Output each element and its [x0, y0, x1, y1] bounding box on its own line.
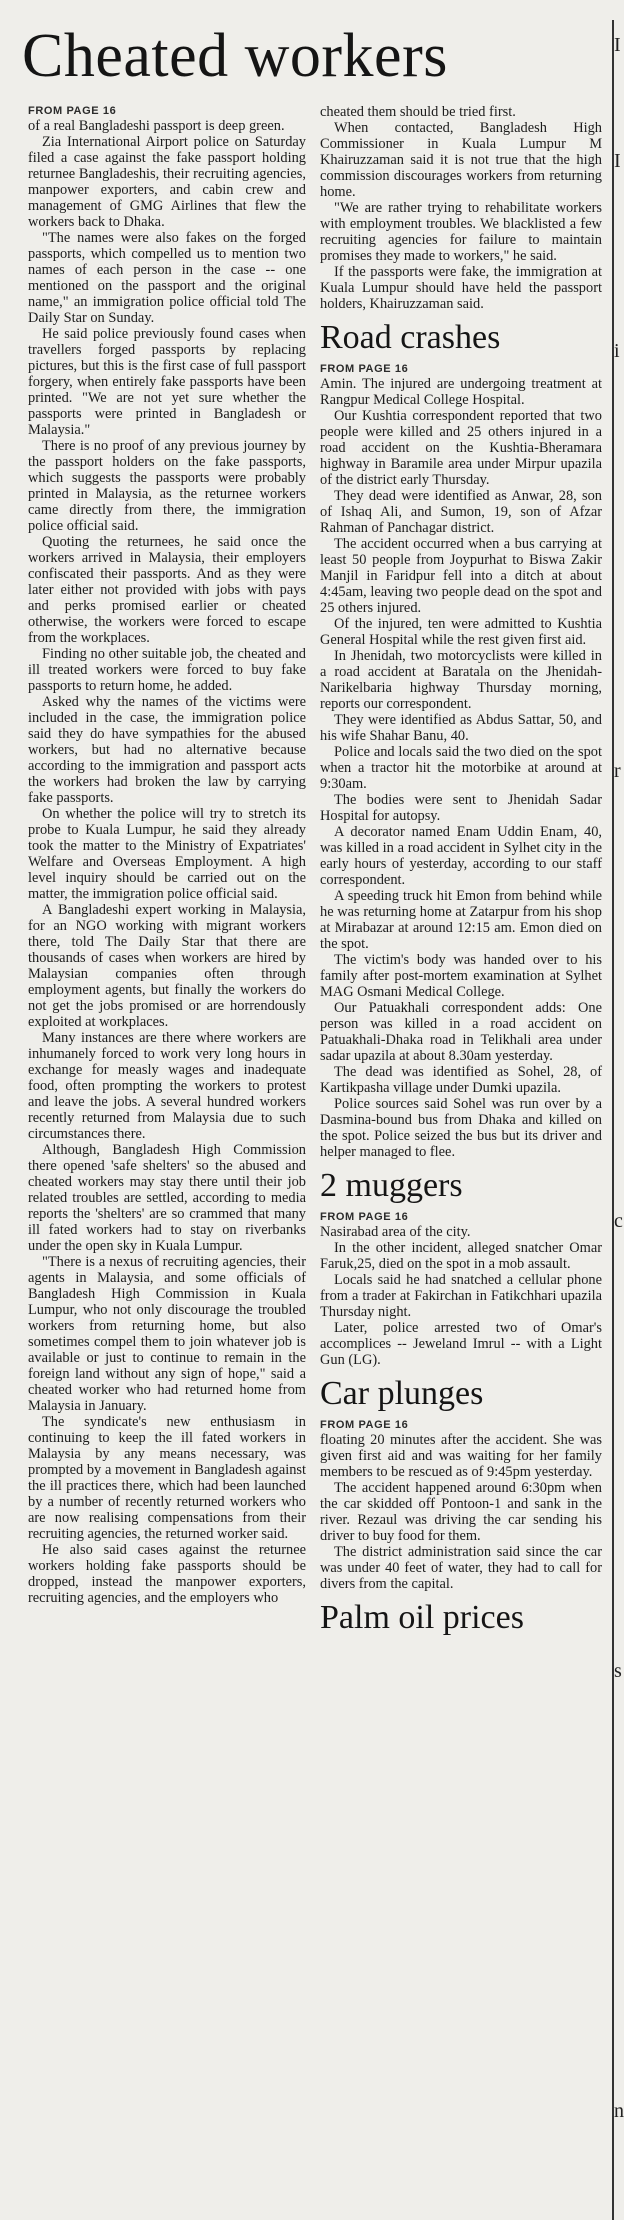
story-paragraph: cheated them should be tried first.: [320, 104, 516, 120]
edge-mark: I: [614, 34, 621, 56]
story-paragraph: The accident happened around 6:30pm when the car skidded off Pontoon-1 and sank in the river. Rezaul was driving the car sending his driver to buy food for them.: [320, 1480, 602, 1544]
story-paragraph: Quoting the returnees, he said once the workers arrived in Malaysia, their employers confiscated their passports. And as they were later either not provided with jobs with pays and perks promised earlier or cheated otherwise, the workers were forced to escape from the workplaces.: [28, 534, 306, 646]
story-paragraph: A Bangladeshi expert working in Malaysia, for an NGO working with migrant workers there, told The Daily Star that there are thousands of cases when workers are hired by Malaysian companies often through employment agents, but finally the workers do not get the jobs promised or are horrendously exploited at workplaces.: [28, 902, 306, 1030]
from-page-label: FROM PAGE 16: [320, 1419, 409, 1431]
car-plunges-headline: Car plunges: [320, 1375, 484, 1412]
from-page-label: FROM PAGE 16: [320, 1211, 409, 1223]
story-paragraph: Nasirabad area of the city.: [320, 1224, 471, 1240]
edge-mark: n: [614, 2100, 624, 2122]
story-paragraph: He also said cases against the returnee workers holding fake passports should be dropped, instead the manpower exporters, recruiting agencies, and the employers who: [28, 1542, 306, 1606]
story-paragraph: Zia International Airport police on Saturday filed a case against the fake passport holding returnee Bangladeshis, their recruiting agencies, manpower exporters, and cabin crew and management of GMG Airlines that flew the workers back to Dhaka.: [28, 134, 306, 230]
story-paragraph: In the other incident, alleged snatcher Omar Faruk,25, died on the spot in a mob assault.: [320, 1240, 602, 1272]
story-paragraph: "The names were also fakes on the forged passports, which compelled us to mention two names of each person in the case -- one mentioned on the passport and the original name," an immigration police official told The Daily Star on Sunday.: [28, 230, 306, 326]
story-paragraph: "We are rather trying to rehabilitate workers with employment troubles. We blacklisted a few recruiting agencies for failure to maintain promises they made to workers," he said.: [320, 200, 602, 264]
story-paragraph: floating 20 minutes after the accident. She was given first aid and was waiting for her family members to be rescued as of 9:45pm yesterday.: [320, 1432, 602, 1480]
story-paragraph: Later, police arrested two of Omar's accomplices -- Jeweland Imrul -- with a Light Gun (LG).: [320, 1320, 602, 1368]
story-paragraph: The accident occurred when a bus carrying at least 50 people from Joypurhat to Biswa Zakir Manjil in Faridpur fell into a ditch at about 4:45am, leaving two people dead on the spot and 25 others injured.: [320, 536, 602, 616]
story-paragraph: In Jhenidah, two motorcyclists were killed in a road accident at Baratala on the Jhenidah-Narikelbaria highway Thursday morning, reports our correspondent.: [320, 648, 602, 712]
headline: Cheated workers: [22, 22, 448, 90]
story-paragraph: They were identified as Abdus Sattar, 50, and his wife Shahar Banu, 40.: [320, 712, 602, 744]
story-paragraph: Although, Bangladesh High Commission there opened 'safe shelters' so the abused and cheated workers may stay there until their job related troubles are settled, according to media reports the 'shelters' are so crammed that many ill fated workers had to stay on riverbanks under the open sky in Kuala Lumpur.: [28, 1142, 306, 1254]
story-paragraph: Of the injured, ten were admitted to Kushtia General Hospital while the rest given first aid.: [320, 616, 602, 648]
story-paragraph: The dead was identified as Sohel, 28, of Kartikpasha village under Dumki upazila.: [320, 1064, 602, 1096]
story-paragraph: "There is a nexus of recruiting agencies, their agents in Malaysia, and some officials of Bangladesh High Commission in Kuala Lumpur, who not only discourage the troubled workers from returning home, but also sometimes compel them to join whatever job is available or just to continue to remain in the foreign land without any sign of hope," said a cheated worker who had returned home from Malaysia in January.: [28, 1254, 306, 1414]
story-paragraph: A speeding truck hit Emon from behind while he was returning home at Zatarpur from his shop at Mirabazar at around 12:15 am. Emon died on the spot.: [320, 888, 602, 952]
story-paragraph: Asked why the names of the victims were included in the case, the immigration police said they do have sympathies for the abused workers, but had no alternative because according to the immigration and passport acts the workers had broken the law by carrying fake passports.: [28, 694, 306, 806]
story-paragraph: They dead were identified as Anwar, 28, son of Ishaq Ali, and Sumon, 19, son of Afzar Rahman of Panchagar district.: [320, 488, 602, 536]
road-crashes-headline: Road crashes: [320, 319, 501, 356]
right-column: [320, 104, 602, 1636]
edge-mark: I: [614, 150, 621, 172]
story-paragraph: Police and locals said the two died on the spot when a tractor hit the motorbike at around at 9:30am.: [320, 744, 602, 792]
story-paragraph: A decorator named Enam Uddin Enam, 40, was killed in a road accident in Sylhet city in the early hours of yesterday, according to our staff correspondent.: [320, 824, 602, 888]
story-paragraph: When contacted, Bangladesh High Commissioner in Kuala Lumpur M Khairuzzaman said it is not true that the high commission discourages workers from returning home.: [320, 120, 602, 200]
muggers-headline: 2 muggers: [320, 1167, 463, 1204]
story-paragraph: The bodies were sent to Jhenidah Sadar Hospital for autopsy.: [320, 792, 602, 824]
left-column: [28, 104, 306, 1606]
story-paragraph: Many instances are there where workers are inhumanely forced to work very long hours in exchange for measly wages and inadequate food, often prompting the workers to protest and leave the jobs. A several hundred workers recently returned from Malaysia due to such circumstances there.: [28, 1030, 306, 1142]
story-paragraph: Locals said he had snatched a cellular phone from a trader at Fakirchan in Fatikchhari upazila Thursday night.: [320, 1272, 602, 1320]
story-paragraph: The district administration said since the car was under 40 feet of water, they had to call for divers from the capital.: [320, 1544, 602, 1592]
edge-mark: r: [614, 760, 621, 782]
from-page-label: FROM PAGE 16: [28, 105, 117, 117]
story-paragraph: Finding no other suitable job, the cheated and ill treated workers were forced to buy fake passports to return home, he added.: [28, 646, 306, 694]
from-page-label: FROM PAGE 16: [320, 363, 409, 375]
story-paragraph: He said police previously found cases when travellers forged passports by replacing pictures, but this is the first case of full passport forgery, when entirely fake passports have been printed. "We are not yet sure whether the passports were printed in Bangladesh or Malaysia.": [28, 326, 306, 438]
story-paragraph: Police sources said Sohel was run over by a Dasmina-bound bus from Dhaka and killed on the spot. Police seized the bus but its driver and helper managed to flee.: [320, 1096, 602, 1160]
story-paragraph: Our Patuakhali correspondent adds: One person was killed in a road accident on Patuakhali-Dhaka road in Telikhali area under sadar upazila at about 8.30am yesterday.: [320, 1000, 602, 1064]
palm-oil-headline: Palm oil prices: [320, 1599, 524, 1636]
story-paragraph: Our Kushtia correspondent reported that two people were killed and 25 others injured in a road accident on the Kushtia-Bheramara highway in Baramile area under Mirpur upazila of the district early Thursday.: [320, 408, 602, 488]
edge-mark: i: [614, 340, 620, 362]
story-paragraph: The victim's body was handed over to his family after post-mortem examination at Sylhet MAG Osmani Medical College.: [320, 952, 602, 1000]
edge-mark: s: [614, 1660, 622, 1682]
story-paragraph: The syndicate's new enthusiasm in continuing to keep the ill fated workers in Malaysia by any means necessary, was prompted by a movement in Bangladesh against the ill practices there, which had been launched by a number of recently returned workers who are now realising compensations from their recruiting agencies, the returned worker said.: [28, 1414, 306, 1542]
story-paragraph: Amin. The injured are undergoing treatment at Rangpur Medical College Hospital.: [320, 376, 602, 408]
story-paragraph: On whether the police will try to stretch its probe to Kuala Lumpur, he said they already took the matter to the Ministry of Expatriates' Welfare and Overseas Employment. A high level inquiry should be carried out on the matter, the immigration police official said.: [28, 806, 306, 902]
story-paragraph: There is no proof of any previous journey by the passport holders on the fake passports, which suggests the passports were probably printed in Malaysia, as the returnee workers came directly from there, the immigration police official said.: [28, 438, 306, 534]
story-paragraph: of a real Bangladeshi passport is deep green.: [28, 118, 285, 134]
edge-mark: c: [614, 1210, 623, 1232]
story-paragraph: If the passports were fake, the immigration at Kuala Lumpur should have held the passport holders, Khairuzzaman said.: [320, 264, 602, 312]
